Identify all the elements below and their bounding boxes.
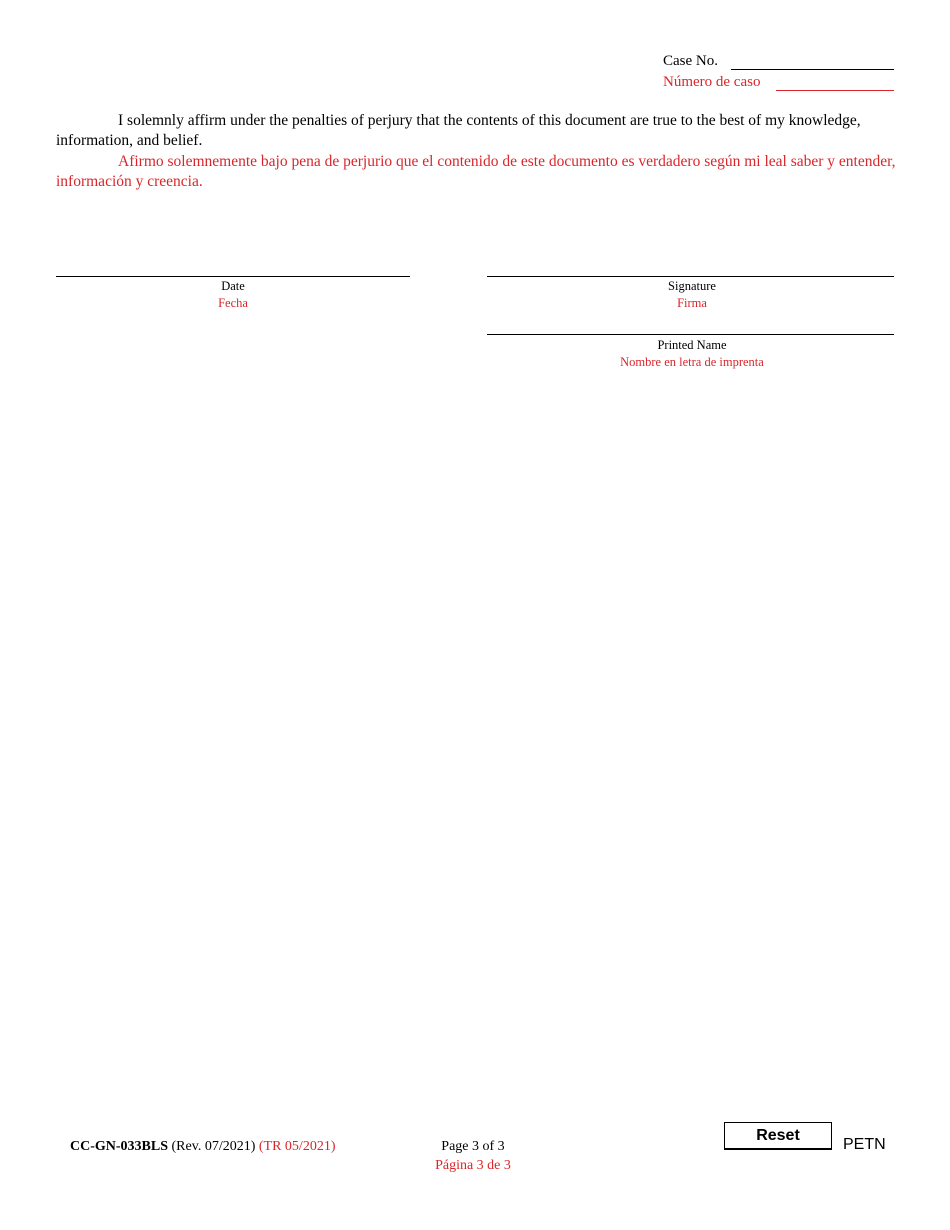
form-tag: PETN	[843, 1136, 886, 1153]
affirmation-text-en: I solemnly affirm under the penalties of perjury that the contents of this document are true to the best of my knowledge, information, and belief.	[56, 112, 861, 149]
form-code: CC-GN-033BLS	[70, 1139, 169, 1154]
date-label: Date	[221, 279, 245, 293]
case-no-field-es[interactable]	[776, 74, 894, 91]
date-line[interactable]	[56, 276, 410, 277]
case-no-label: Case No.	[663, 53, 718, 69]
case-no-label-es: Número de caso	[663, 74, 761, 90]
form-revision: (Rev. 07/2021)	[168, 1139, 259, 1154]
printed-name-label: Printed Name	[657, 338, 727, 352]
page-number: Page 3 of 3	[441, 1139, 505, 1154]
case-no-field[interactable]	[731, 53, 894, 70]
reset-button[interactable]: Reset	[724, 1122, 832, 1150]
signature-line[interactable]	[487, 276, 894, 277]
page-number-es: Página 3 de 3	[435, 1158, 511, 1173]
form-identifier	[70, 1139, 335, 1155]
signature-label: Signature	[668, 279, 716, 293]
affirmation-text-es: Afirmo solemnemente bajo pena de perjurio que el contenido de este documento es verdadero según mi leal saber y entender, información y creencia.	[56, 153, 896, 190]
printed-name-label-es: Nombre en letra de imprenta	[620, 355, 764, 369]
signature-label-es: Firma	[677, 296, 707, 310]
form-translation-rev: (TR 05/2021)	[258, 1139, 336, 1154]
printed-name-line[interactable]	[487, 334, 894, 335]
date-label-es: Fecha	[218, 296, 248, 310]
